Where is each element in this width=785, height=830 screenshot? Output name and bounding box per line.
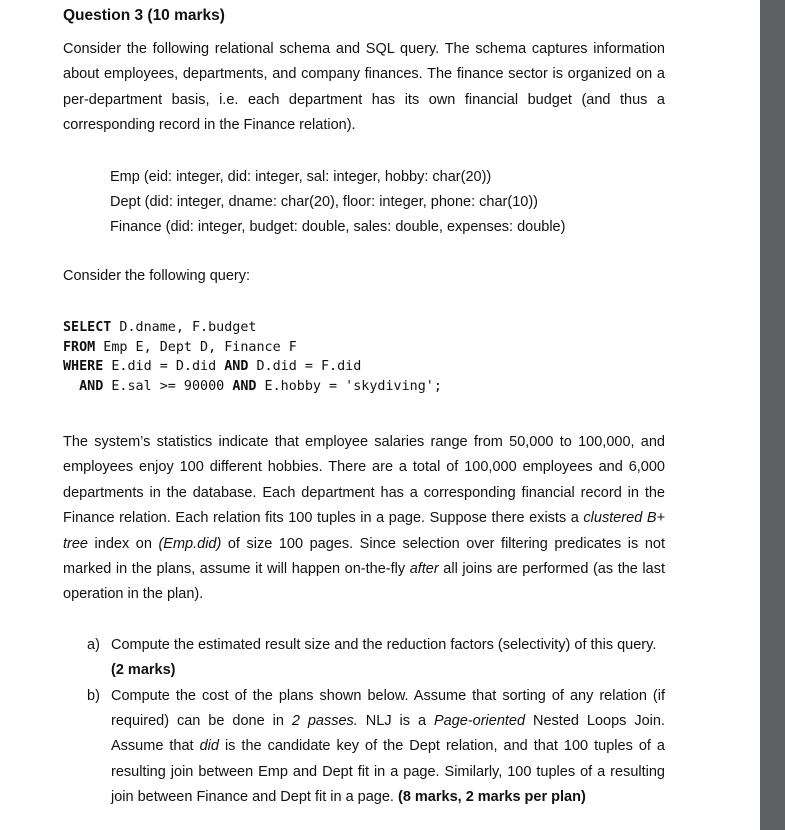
sql-line-select: SELECT D.dname, F.budget: [63, 320, 257, 335]
part-label: a): [87, 637, 100, 653]
sql-keyword: AND: [79, 378, 104, 394]
sql-keyword: FROM: [63, 339, 96, 355]
schema-dept: Dept (did: integer, dname: char(20), floor: integer, phone: char(10)): [110, 194, 538, 210]
part-label: b): [87, 688, 100, 704]
question-part-b: b) Compute the cost of the plans shown below. Assume that sorting of any relation (if required) can be done in 2 passes. NLJ is a Page-oriented Nested Loops Join. Assume that did is the candidate key of the Dept relation, and that 100 tuples of a resulting join between Emp and Dept fit in a page. Similarly, 100 tuples of a resulting join between Finance and Dept fit in a page. (8 marks, 2 marks per plan): [87, 684, 665, 810]
sql-keyword: AND: [232, 378, 257, 394]
sql-line-and: AND E.sal >= 90000 AND E.hobby = 'skydiving';: [79, 378, 442, 394]
sql-keyword: AND: [224, 359, 249, 375]
part-a-text: Compute the estimated result size and the reduction factors (selectivity) of this query.: [111, 637, 657, 653]
sql-line-where: WHERE E.did = D.did AND D.did = F.did: [63, 359, 362, 375]
statistics-paragraph: The system’s statistics indicate that employee salaries range from 50,000 to 100,000, and employees enjoy 100 different hobbies. There are a total of 100,000 employees and 6,000 departments in the database. Each department has a corresponding financial record in the Finance relation. Each relation fits 100 tuples in a page. Suppose there exists a clustered B+ tree index on (Emp.did) of size 100 pages. Since selection over filtering predicates is not marked in the plans, assume it will happen on-the-fly after all joins are performed (as the last operation in the plan).: [63, 434, 665, 603]
question-heading: Question 3 (10 marks): [63, 7, 225, 24]
sql-query: [63, 318, 442, 396]
sql-keyword: SELECT: [63, 320, 112, 335]
question-part-a: [87, 633, 665, 683]
query-intro: Consider the following query:: [63, 268, 250, 284]
intro-paragraph: Consider the following relational schema and SQL query. The schema captures information about employees, departments, and company finances. The finance sector is organized on a per-department basis, i.e. each department has its own financial budget (and thus a corresponding record in the Finance relation).: [63, 41, 665, 134]
schema-finance: Finance (did: integer, budget: double, sales: double, expenses: double): [110, 219, 566, 235]
part-a-marks: (2 marks): [111, 662, 176, 679]
vertical-scrollbar[interactable]: [760, 0, 785, 830]
part-b-marks: (8 marks, 2 marks per plan): [397, 788, 586, 805]
schema-emp: Emp (eid: integer, did: integer, sal: integer, hobby: char(20)): [110, 169, 492, 185]
sql-keyword: WHERE: [63, 359, 104, 375]
sql-line-from: FROM Emp E, Dept D, Finance F: [63, 339, 297, 355]
schema-block: [110, 165, 565, 240]
